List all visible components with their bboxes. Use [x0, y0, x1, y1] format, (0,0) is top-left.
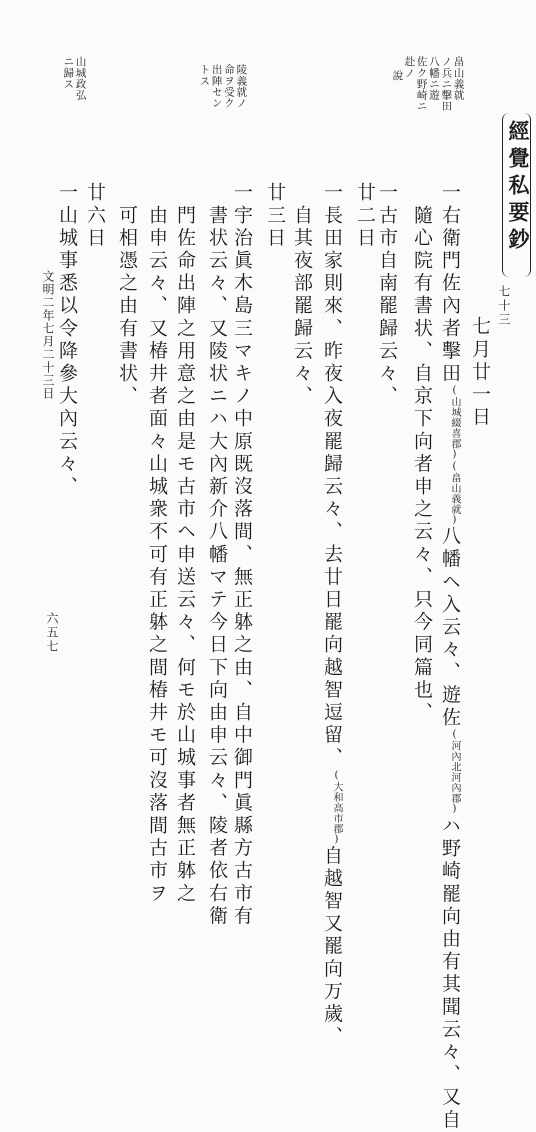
margin-note-line: 命ヲ受ク: [222, 64, 235, 109]
day-heading: 廿二日: [354, 182, 376, 250]
margin-date: 文明二年七月二十三日: [41, 270, 55, 400]
text-run: 八幡ヘ入云々、遊佐: [439, 525, 461, 730]
text-run: 由申云々、又椿井者面々山城衆不可有正躰之間椿井モ可沒落間古市ヲ: [146, 182, 168, 906]
page-number: 六五七: [45, 612, 59, 654]
text-column: [232, 182, 251, 928]
inline-annotation: [449, 385, 460, 526]
text-column: [440, 182, 459, 1132]
annotation-line: (大和高市郡): [331, 769, 342, 846]
margin-note-line: 佐ク野崎ニ: [415, 56, 428, 112]
text-run: 一宇治眞木島三マキノ中原既沒落間、無正躰之由、自中御門眞縣方古市有: [231, 182, 253, 928]
annotation-line: (山城綴喜郡): [449, 385, 460, 461]
margin-note-line: 八幡ニ遊: [427, 56, 440, 101]
text-run: 一右衛門佐內者擊田: [439, 182, 461, 386]
margin-note-line: 山城政弘: [74, 56, 87, 101]
text-run: 可相憑之由有書状、: [116, 182, 138, 408]
margin-note-middle: [198, 64, 246, 108]
text-run: 一古市自南罷歸云々、: [376, 182, 398, 408]
text-run: 一山城事悉以令降參大內云々、: [56, 182, 78, 499]
text-run: 自其夜部罷歸云々、: [291, 182, 313, 408]
text-run: 書状云々、又陵状ニハ大內新介八幡マテ今日下向由申云々、陵者依右衛: [206, 182, 228, 928]
text-column: [175, 182, 194, 905]
text-column: [322, 182, 341, 1049]
margin-note-right: [391, 56, 465, 112]
text-column: [207, 182, 226, 928]
text-column: [292, 182, 311, 408]
text-run: 一長田家則來、昨夜入夜罷歸云々、去廿日罷向越智逗留、: [321, 182, 343, 770]
day-heading: 廿三日: [264, 182, 286, 250]
margin-note-line: 畠山義就: [452, 56, 465, 101]
text-column: [147, 182, 166, 905]
margin-note-line: 陵義就ノ: [235, 64, 248, 109]
folio-number: 七十三: [497, 285, 511, 327]
margin-note-tail: 說: [391, 70, 404, 82]
margin-note-left: [62, 56, 86, 100]
text-column: [377, 182, 396, 408]
text-column: [57, 182, 76, 498]
text-column: [117, 182, 136, 408]
margin-note-line: ノ兵ニ擊田: [440, 56, 453, 112]
date-header: 七月廿一日: [469, 316, 491, 429]
annotation-line: (畠山義就): [449, 460, 460, 526]
text-run: 自越智又罷向万歲、: [321, 845, 343, 1049]
text-run: ハ野崎罷向由有其聞云々、又自: [439, 815, 461, 1132]
inline-annotation: [331, 770, 342, 846]
annotation-line: (河內北河內郡): [449, 729, 460, 816]
day-heading: 廿六日: [84, 182, 106, 250]
margin-note-line: 赴ノ: [403, 56, 416, 79]
text-run: 隨心院有書状、自京下向者申之云々、只今同篇也、: [411, 182, 433, 725]
text-column: [412, 182, 431, 724]
text-run: 門佐命出陣之用意之由是モ古市ヘ申送云々、何モ於山城事者無正躰之: [174, 182, 196, 906]
margin-note-line: トス: [198, 64, 211, 87]
book-title: 經覺私要鈔: [506, 120, 531, 255]
margin-note-line: ニ歸ス: [62, 56, 75, 90]
inline-annotation: [449, 729, 460, 815]
margin-note-line: 出陣セン: [210, 64, 223, 109]
